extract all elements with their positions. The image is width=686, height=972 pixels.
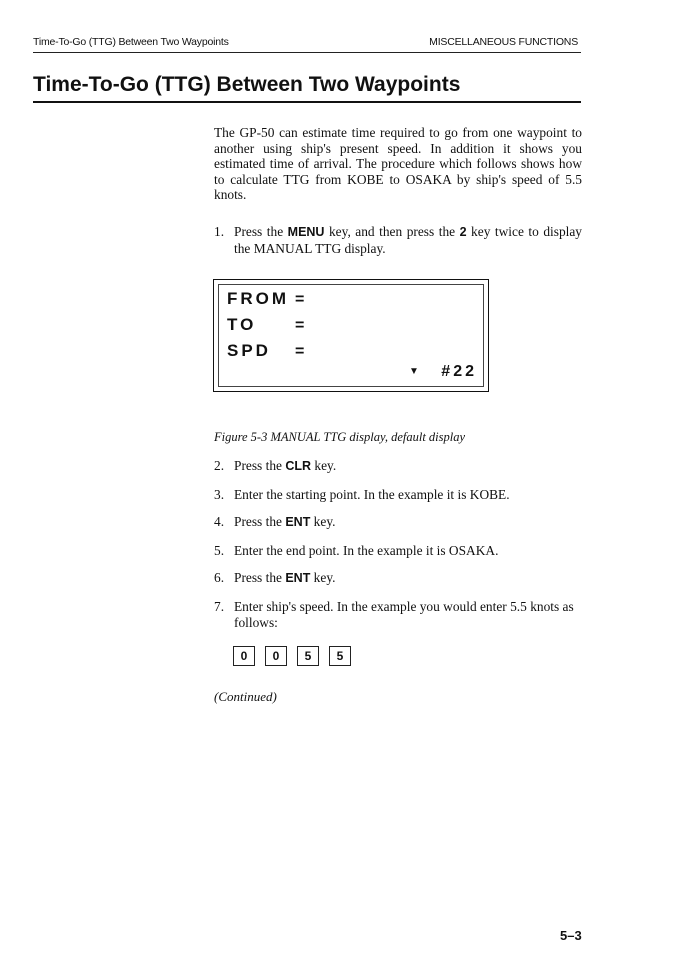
step-text-part: Press the <box>234 458 286 473</box>
step-text-part: Press the <box>234 224 288 239</box>
step-text-part: key twice to display the MANUAL TTG display. <box>234 224 583 256</box>
lcd-inner-frame <box>218 284 484 387</box>
intro-block <box>214 125 582 203</box>
step-number: 2. <box>214 458 225 473</box>
step-number: 7. <box>214 598 225 614</box>
step-text <box>234 599 582 630</box>
menu-key-label: MENU <box>287 225 325 239</box>
step-number: 1. <box>214 224 225 239</box>
step-number: 6. <box>214 570 225 586</box>
keycap-5-icon: 5 <box>329 646 351 666</box>
step-1 <box>214 224 582 256</box>
key-sequence <box>233 646 351 666</box>
running-header <box>33 34 581 53</box>
step-6 <box>214 570 582 587</box>
key-label: CLR <box>285 459 312 473</box>
step-text <box>234 487 582 503</box>
key-label: ENT <box>285 515 311 530</box>
step-4 <box>214 514 582 531</box>
step-number: 3. <box>214 486 225 502</box>
lcd-to-equals: = <box>295 317 305 334</box>
lcd-spd-equals: = <box>295 343 305 360</box>
lcd-from-label: FROM <box>227 289 290 308</box>
keycap-5-icon: 5 <box>297 646 319 666</box>
step-text-part: Enter ship's speed. In the example you would enter 5.5 knots as follows: <box>234 598 574 630</box>
step-text-part: key. <box>310 514 336 530</box>
keycap-0-icon: 0 <box>233 646 255 666</box>
step-text-part: Enter the starting point. In the example it is KOBE. <box>234 486 510 502</box>
intro-paragraph: The GP-50 can estimate time required to go from one waypoint to another using ship's present speed. In addition it shows you estimated time of arrival. The procedure which follows shows how to calculate TTG from KOBE to OSAKA by ship's speed of 5.5 knots. <box>214 125 582 203</box>
lcd-spd-label: SPD <box>227 341 271 360</box>
step-2 <box>214 458 582 475</box>
step-text-part: key. <box>310 570 336 586</box>
step-text-part: Enter the end point. In the example it is OSAKA. <box>234 542 499 558</box>
step-text <box>234 458 582 475</box>
step-text <box>234 570 582 587</box>
steps-list <box>214 458 582 642</box>
running-header-section: MISCELLANEOUS FUNCTIONS <box>429 36 578 48</box>
step-text <box>234 224 582 256</box>
figure-caption: Figure 5-3 MANUAL TTG display, default display <box>214 430 466 444</box>
step-number: 4. <box>214 514 225 530</box>
down-arrow-icon: ▼ <box>409 366 419 377</box>
continued-note: (Continued) <box>214 689 277 704</box>
step-text-part: key. <box>311 458 337 473</box>
step-3 <box>214 487 582 503</box>
step-text-part: key, and then press the <box>324 224 460 239</box>
running-header-chapter-title: Time-To-Go (TTG) Between Two Waypoints <box>33 36 229 48</box>
step-5 <box>214 543 582 559</box>
lcd-page-number: #22 <box>441 363 477 380</box>
manual-ttg-lcd-display <box>213 279 489 392</box>
key-2-label: 2 <box>459 225 467 239</box>
page-number: 5–3 <box>560 928 582 943</box>
step-number: 5. <box>214 542 225 558</box>
page-title: Time-To-Go (TTG) Between Two Waypoints <box>33 73 581 103</box>
lcd-from-equals: = <box>295 291 305 308</box>
keycap-0-icon: 0 <box>265 646 287 666</box>
step-text <box>234 543 582 559</box>
step-text <box>234 514 582 531</box>
step-text-part: Press the <box>234 570 286 586</box>
lcd-to-label: TO <box>227 315 257 334</box>
key-label: ENT <box>285 571 311 586</box>
step-text-part: Press the <box>234 514 286 530</box>
step-7 <box>214 599 582 630</box>
